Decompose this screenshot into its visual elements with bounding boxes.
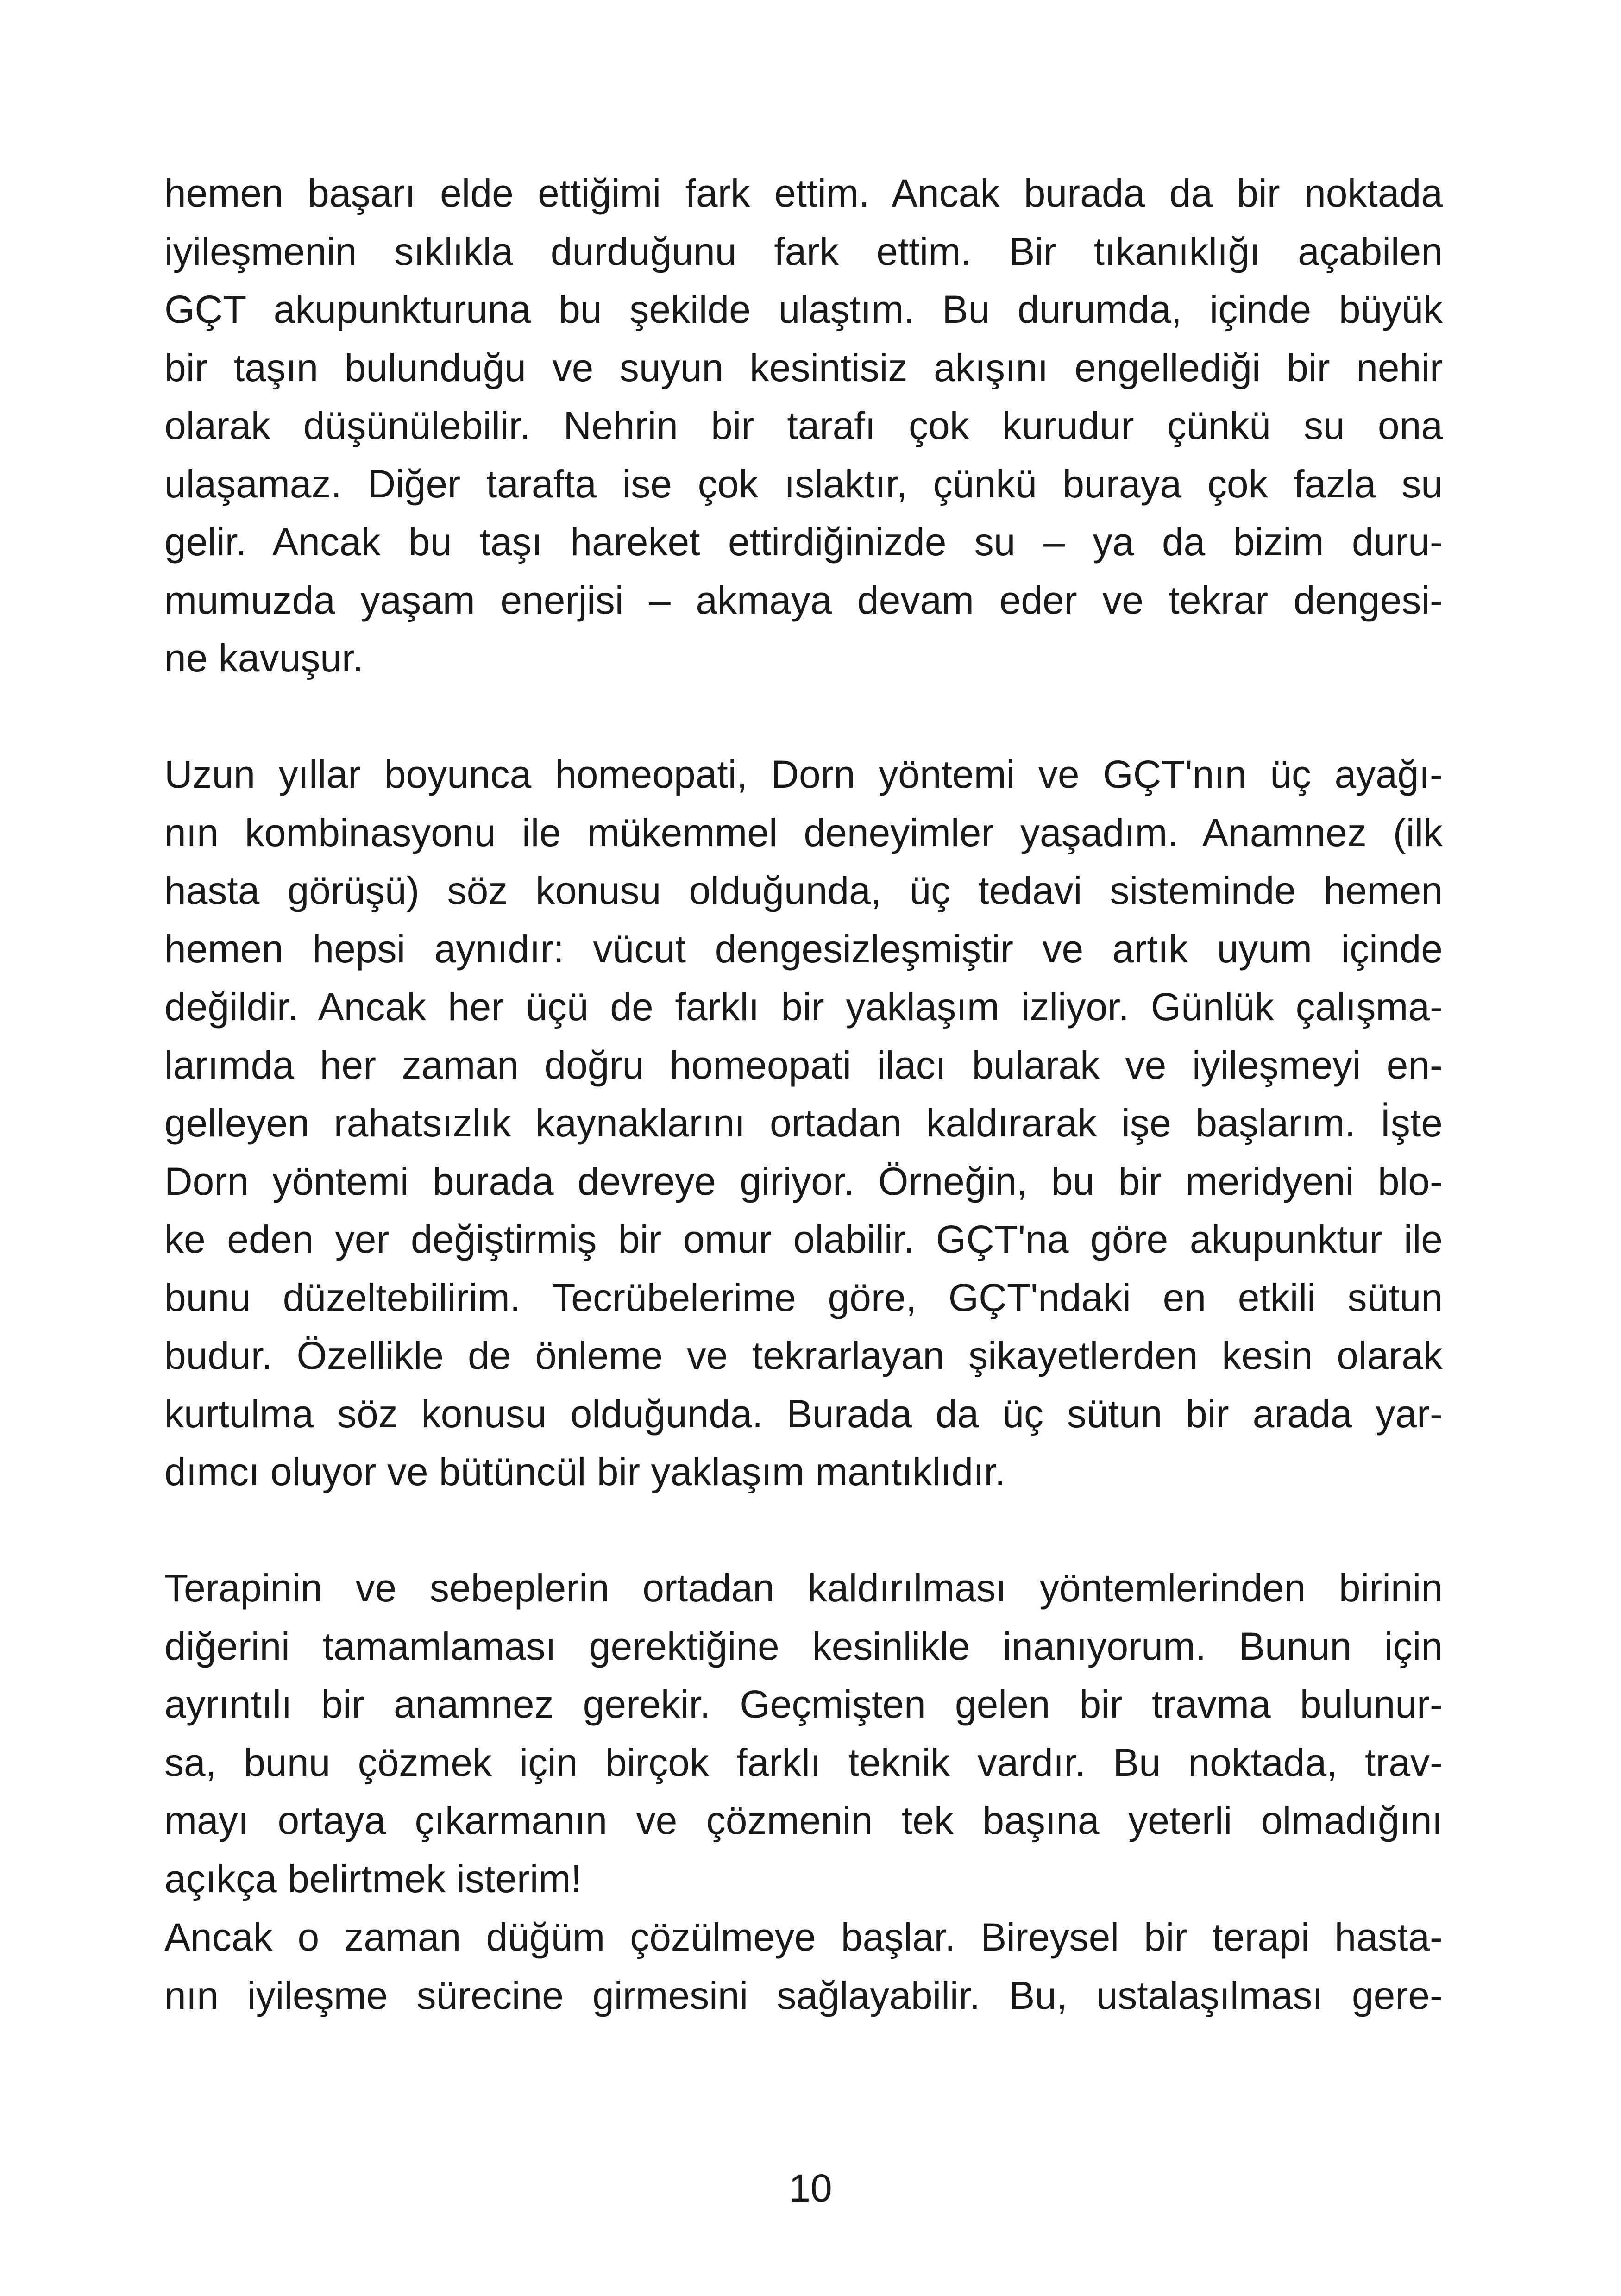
text-line: ayrıntılı bir anamnez gerekir. Geçmişten gelen bir travma bulunur- xyxy=(164,1682,1443,1726)
text-line: ne kavuşur. xyxy=(164,636,364,680)
text-line: hemen başarı elde ettiğimi fark ettim. Ancak burada da bir noktada xyxy=(164,171,1443,215)
paragraph-1 xyxy=(164,164,1443,688)
text-line: mumuzda yaşam enerjisi – akmaya devam eder ve tekrar dengesi- xyxy=(164,578,1443,622)
text-line: ke eden yer değiştirmiş bir omur olabilir. GÇT'na göre akupunktur ile xyxy=(164,1217,1443,1261)
text-line: açıkça belirtmek isterim! xyxy=(164,1857,582,1901)
text-line: larımda her zaman doğru homeopati ilacı bularak ve iyileşmeyi en- xyxy=(164,1043,1443,1087)
text-line: Uzun yıllar boyunca homeopati, Dorn yöntemi ve GÇT'nın üç ayağı- xyxy=(164,753,1443,796)
paragraph-4 xyxy=(164,1908,1443,2025)
text-line: Terapinin ve sebeplerin ortadan kaldırılması yöntemlerinden birinin xyxy=(164,1566,1443,1610)
text-line: Dorn yöntemi burada devreye giriyor. Örneğin, bu bir meridyeni blo- xyxy=(164,1159,1443,1203)
page-number: 10 xyxy=(789,2166,832,2210)
text-line: budur. Özellikle de önleme ve tekrarlayan şikayetlerden kesin olarak xyxy=(164,1334,1443,1377)
text-line: hasta görüşü) söz konusu olduğunda, üç tedavi sisteminde hemen xyxy=(164,869,1443,912)
text-line: gelir. Ancak bu taşı hareket ettirdiğinizde su – ya da bizim duru- xyxy=(164,520,1443,564)
text-line: kurtulma söz konusu olduğunda. Burada da üç sütun bir arada yar- xyxy=(164,1392,1443,1436)
paragraph-2 xyxy=(164,746,1443,1501)
text-line: olarak düşünülebilir. Nehrin bir tarafı çok kurudur çünkü su ona xyxy=(164,404,1443,447)
text-line: nın iyileşme sürecine girmesini sağlayabilir. Bu, ustalaşılması gere- xyxy=(164,1973,1443,2017)
text-line: nın kombinasyonu ile mükemmel deneyimler yaşadım. Anamnez (ilk xyxy=(164,810,1443,854)
text-line: mayı ortaya çıkarmanın ve çözmenin tek başına yeterli olmadığını xyxy=(164,1799,1443,1842)
text-line: ulaşamaz. Diğer tarafta ise çok ıslaktır, çünkü buraya çok fazla su xyxy=(164,462,1443,506)
text-line: sa, bunu çözmek için birçok farklı teknik vardır. Bu noktada, trav- xyxy=(164,1740,1443,1784)
paragraph-3 xyxy=(164,1559,1443,1908)
text-line: bunu düzeltebilirim. Tecrübelerime göre, GÇT'ndaki en etkili sütun xyxy=(164,1275,1443,1319)
text-line: bir taşın bulunduğu ve suyun kesintisiz akışını engellediği bir nehir xyxy=(164,345,1443,389)
text-line: hemen hepsi aynıdır: vücut dengesizleşmiştir ve artık uyum içinde xyxy=(164,927,1443,971)
text-line: dımcı oluyor ve bütüncül bir yaklaşım mantıklıdır. xyxy=(164,1450,1006,1493)
text-line: Ancak o zaman düğüm çözülmeye başlar. Bireysel bir terapi hasta- xyxy=(164,1915,1443,1959)
text-line: değildir. Ancak her üçü de farklı bir yaklaşım izliyor. Günlük çalışma- xyxy=(164,985,1443,1029)
text-line: gelleyen rahatsızlık kaynaklarını ortadan kaldırarak işe başlarım. İşte xyxy=(164,1101,1443,1145)
text-line: GÇT akupunkturuna bu şekilde ulaştım. Bu durumda, içinde büyük xyxy=(164,288,1443,331)
text-line: diğerini tamamlaması gerektiğine kesinlikle inanıyorum. Bunun için xyxy=(164,1624,1443,1668)
text-line: iyileşmenin sıklıkla durduğunu fark ettim. Bir tıkanıklığı açabilen xyxy=(164,229,1443,273)
